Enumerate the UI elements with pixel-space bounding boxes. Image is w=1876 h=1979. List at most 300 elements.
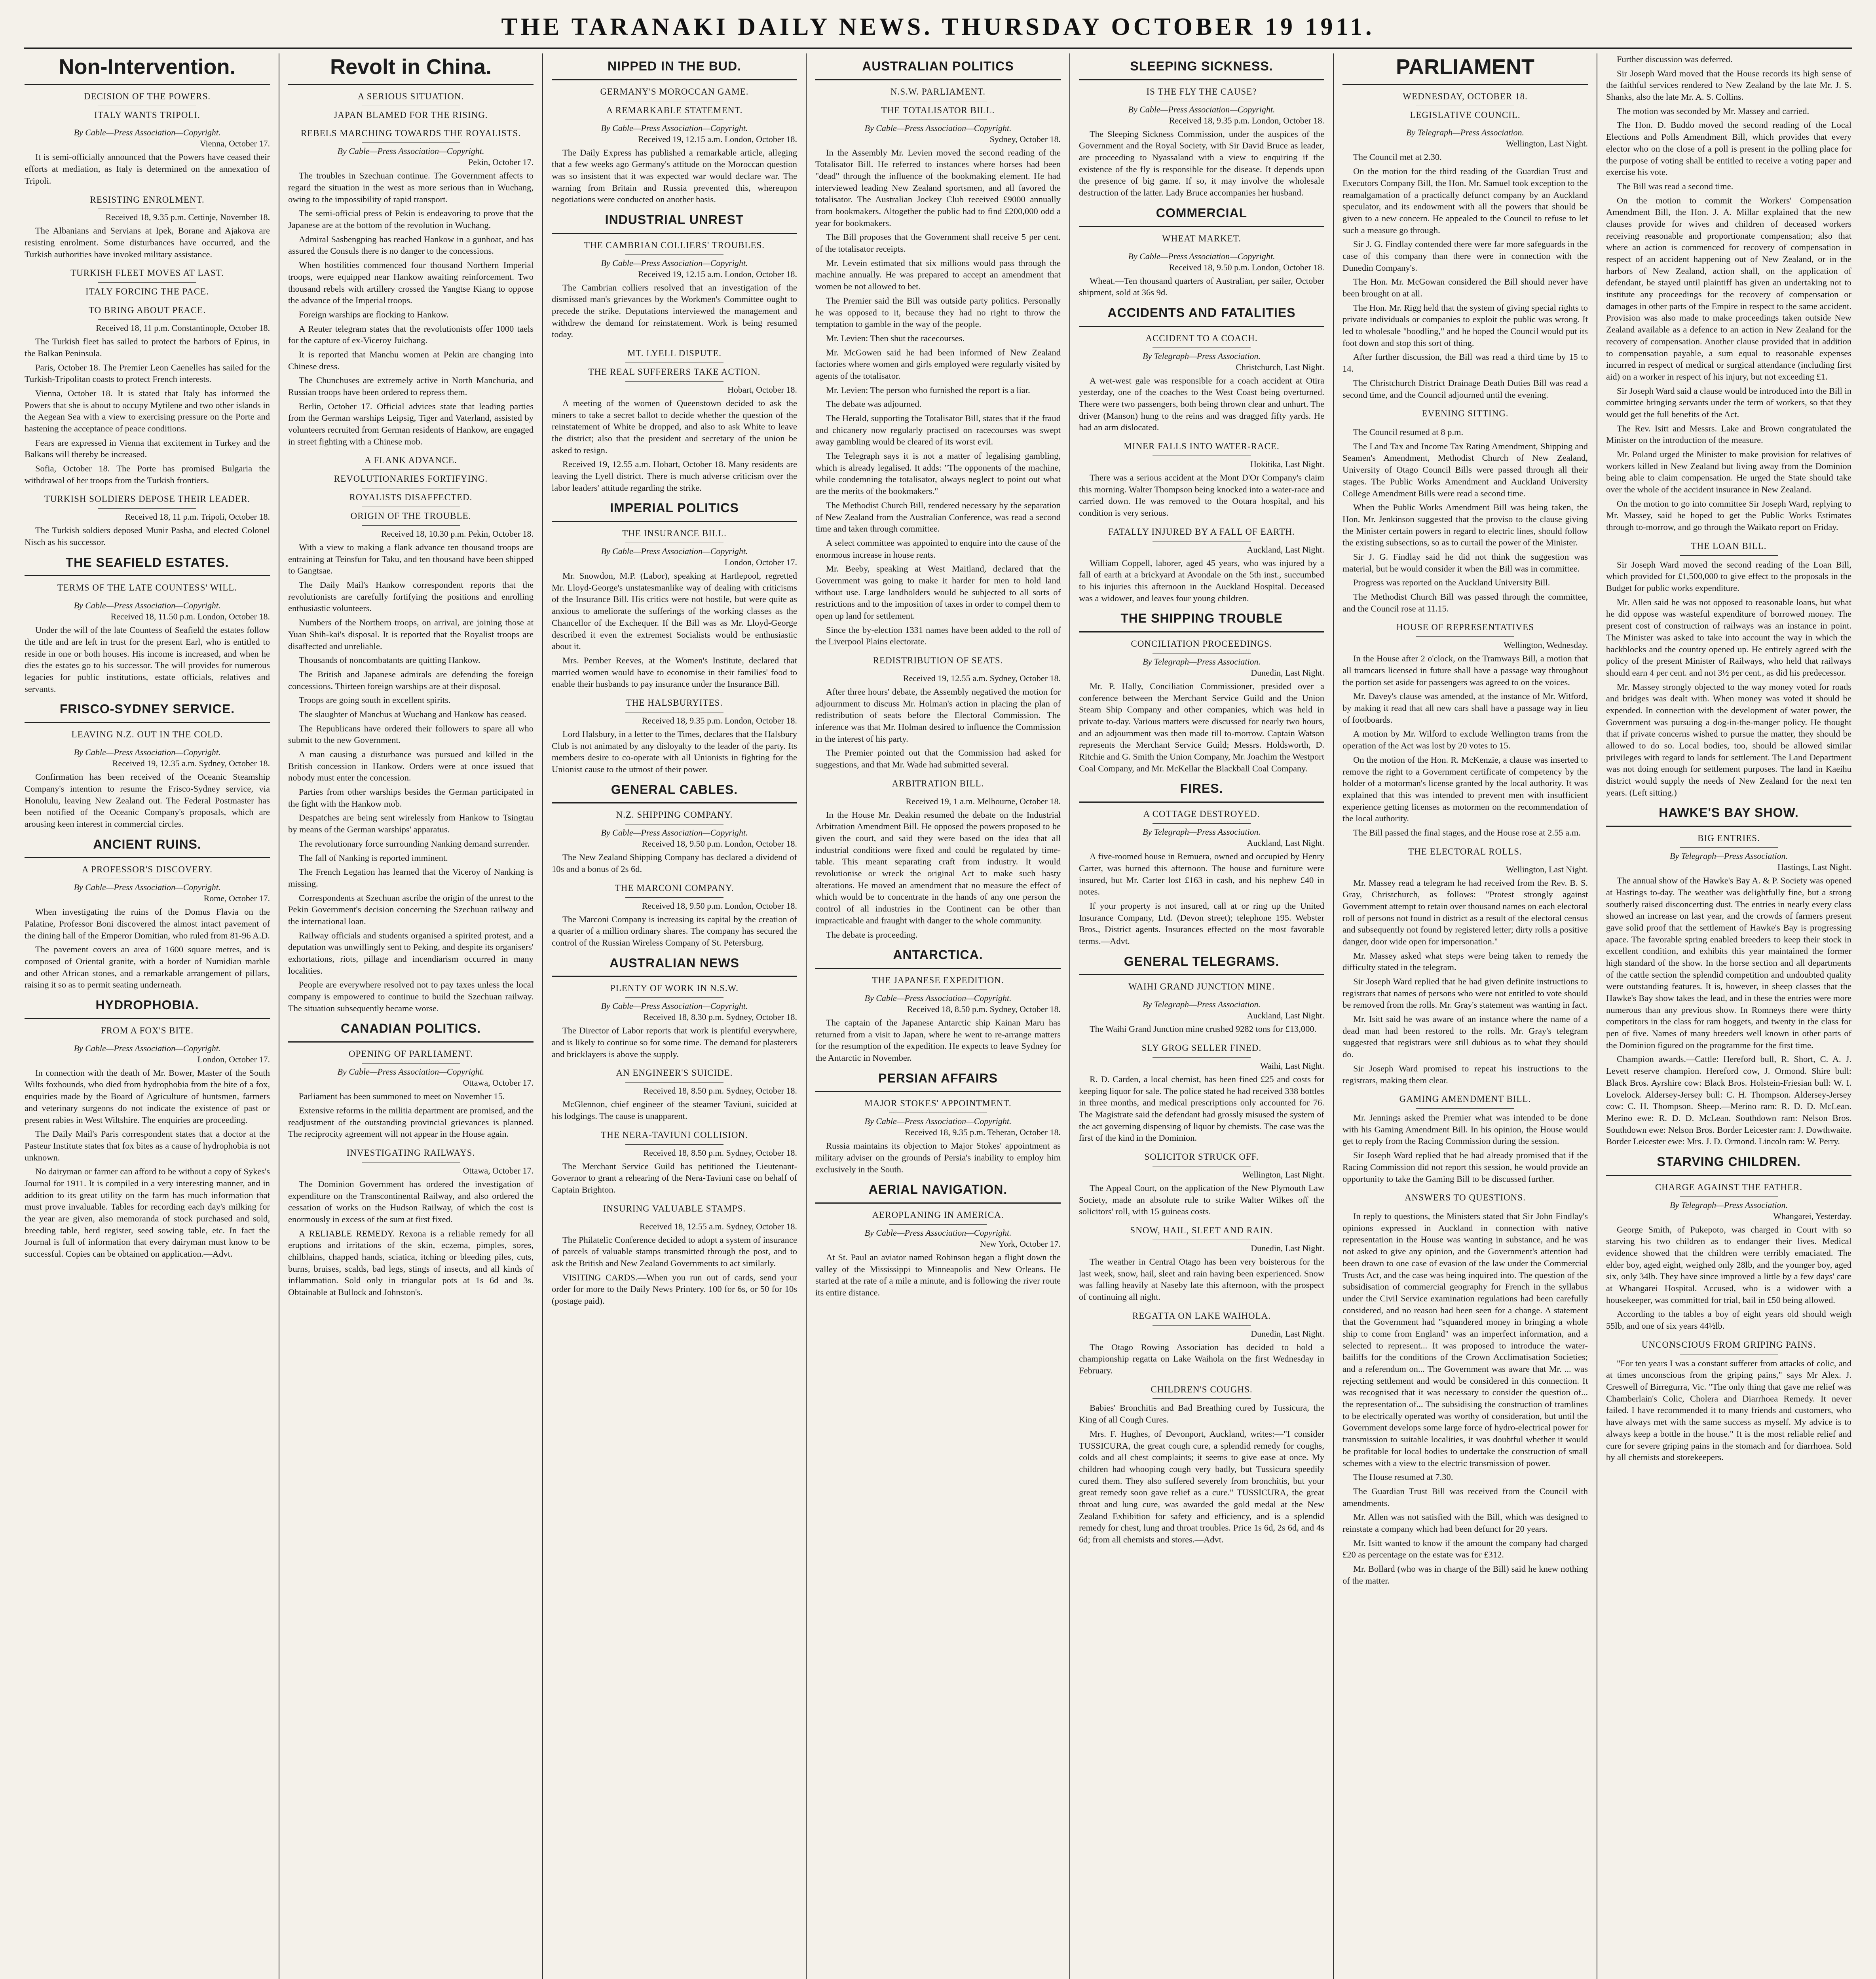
article-paragraph: The Methodist Church Bill, rendered necessary by the separation of New Zealand from the Australian Conference, was read a second time and taken through committee. — [815, 500, 1061, 534]
headline-rule — [552, 802, 797, 803]
headline-rule — [815, 1091, 1061, 1092]
article-dateline: Hobart, October 18. — [727, 384, 797, 395]
article-paragraph: Mr. Levien: Then shut the racecourses. — [826, 333, 965, 343]
article-subheading: THE JAPANESE EXPEDITION. — [872, 975, 1004, 986]
article-paragraph: The Chunchuses are extremely active in North Manchuria, and Russian troops have been ordered to repress them. — [288, 375, 534, 397]
subheading-rule — [362, 1063, 460, 1064]
article-paragraph: Sir Joseph Ward replied that he had given definite instructions to registrars that names of persons who were not entitled to vote should be removed from the rolls. Mr. Gray's statement was wanting in fact. — [1342, 976, 1588, 1010]
article-byline: By Telegraph—Press Association. — [1406, 127, 1525, 138]
article-dateline: London, October 17. — [197, 1054, 270, 1064]
article-paragraph: On the motion for the third reading of the Guardian Trust and Executors Company Bill, the Hon. Mr. Samuel took exception to the reamalgamation of a practically defunct company by an Auckland speculator, and its endowment with all the powers that should be given to a new concern. He appealed to the Council to refuse to let such a measure go through. — [1342, 166, 1588, 235]
article-dateline: Wellington, Last Night. — [1242, 1169, 1324, 1179]
article-paragraph: Sir J. G. Findlay said he did not think the suggestion was material, but he would consider it when the Bill was in committee. — [1342, 551, 1588, 574]
article — [1079, 1225, 1324, 1303]
article-subheading: CONCILIATION PROCEEDINGS. — [1131, 639, 1272, 649]
headline-rule — [552, 233, 797, 234]
article-paragraph: It is reported that Manchu women at Pekin are changing into Chinese dress. — [288, 349, 534, 371]
column-5 — [1070, 53, 1334, 1979]
article-headline: FRISCO-SYDNEY SERVICE. — [59, 702, 235, 716]
article-paragraph: The French Legation has learned that the Viceroy of Nanking is missing. — [288, 867, 534, 889]
article-paragraph: A RELIABLE REMEDY. Rexona is a reliable remedy for all eruptions and irritations of the skin, eczema, pimples, sores, chilblains, chapped hands, sciatica, itching or bleeding piles, cuts, burns, bruises, scalds, bad legs, stings of insects, and all kinds of inflammation. Sold only in triangular pots at 1s 6d and 3s. Obtainable at Bullock and Johnston's. — [288, 1228, 534, 1297]
article — [1079, 59, 1324, 199]
article-paragraph: Parliament has been summoned to meet on November 15. — [299, 1091, 505, 1102]
headline-rule — [25, 857, 270, 858]
column-3 — [543, 53, 807, 1979]
article-subheading: WAIHI GRAND JUNCTION MINE. — [1128, 982, 1275, 992]
article-dateline: Received 18, 10.30 p.m. Pekin, October 18. — [381, 529, 534, 539]
article-headline: HYDROPHOBIA. — [95, 998, 199, 1012]
article-paragraph: The Albanians and Servians at Ipek, Borane and Ajakova are resisting enrolment. Some disturbances have occurred, and the Turkish authorities have invoked military assistance. — [25, 226, 270, 259]
article-paragraph: The Hon. Mr. McGowan considered the Bill should never have been brought on at all. — [1342, 277, 1588, 299]
article-paragraph: The debate is proceeding. — [826, 929, 918, 940]
article-paragraph: Mr. Beeby, speaking at West Maitland, declared that the Government was going to make it harder for men to hold land without use. Large landholders would be subjected to all sorts of restrictions and to the imposition of taxes in order to compel them to open up land for settlement. — [815, 564, 1061, 621]
column-2 — [279, 53, 543, 1979]
article-dateline: Received 19, 12.55 a.m. Sydney, October 18. — [903, 673, 1061, 683]
article-paragraph: Mr. Isitt wanted to know if the amount the company had charged £20 as percentage on the estate was for £312. — [1342, 1538, 1588, 1560]
article-paragraph: Received 19, 12.55 a.m. Hobart, October 18. Many residents are leaving the Lyell district. There is much adverse criticism over the labor leaders' attitude regarding the strike. — [552, 459, 797, 493]
article-paragraph: If your property is not insured, call at or ring up the United Insurance Company, Ltd. (Devon street); telephone 195. Webster Bros., District agents. Insurances effected on the most favorable terms.—Advt. — [1079, 900, 1324, 946]
article-paragraph: Mr. Massey read a telegram he had received from the Rev. B. S. Gray, Christchurch, as follows: "Protest strongly against Government attempt to retain over thousand names on each electoral roll of persons not found in district as a result of the electoral census and subsequently not found by registered letter; dirty rolls a positive danger, door wide open for impersonation." — [1342, 877, 1588, 946]
article-byline: By Telegraph—Press Association. — [1142, 656, 1261, 667]
article-headline: AUSTRALIAN POLITICS — [862, 59, 1014, 73]
article — [25, 493, 270, 548]
article-subheading: THE MARCONI COMPANY. — [615, 883, 734, 893]
article-headline: PARLIAMENT — [1396, 55, 1534, 79]
article-dateline: London, October 17. — [724, 557, 797, 568]
article — [1342, 408, 1588, 614]
article-subheading: THE TOTALISATOR BILL. — [881, 105, 995, 115]
article-subheading: FROM A FOX'S BITE. — [101, 1025, 194, 1035]
article-dateline: Received 18, 9.50 p.m. London, October 18. — [642, 839, 797, 849]
article-paragraph: The Daily Mail's Paris correspondent states that a doctor at the Pasteur Institute states that fox bites as a cause of hydrophobia is not unknown. — [25, 1129, 270, 1162]
headline-rule — [1079, 801, 1324, 803]
article-dateline: Wellington, Wednesday. — [1504, 640, 1588, 650]
article-subheading: MINER FALLS INTO WATER-RACE. — [1124, 441, 1280, 451]
article-subheading: SNOW, HAIL, SLEET AND RAIN. — [1130, 1225, 1273, 1235]
article — [552, 882, 797, 949]
article-paragraph: Mr. Bollard (who was in charge of the Bill) said he knew nothing of the matter. — [1342, 1564, 1588, 1586]
article-subheading: REVOLUTIONARIES FORTIFYING. — [334, 474, 488, 484]
headline-rule — [1606, 1175, 1851, 1176]
article-subheading: ITALY FORCING THE PACE. — [85, 287, 209, 297]
article-paragraph: The Hon. D. Buddo moved the second reading of the Local Elections and Polls Amendment Bill, which provides that every elector who on the close of a poll is present in the polling place for the purpose of voting shall be entitled to receive a voting paper and exercise his vote. — [1606, 120, 1851, 177]
article-paragraph: The Herald, supporting the Totalisator Bill, states that if the fraud and chicanery now regularly practised on racecourses was swept away gambling would be cleared of its worst evil. — [815, 413, 1061, 447]
article — [552, 1203, 797, 1307]
article-subheading: N.S.W. PARLIAMENT. — [890, 86, 986, 97]
article-subheading: THE REAL SUFFERERS TAKE ACTION. — [588, 367, 761, 377]
article-paragraph: Mr. Massey strongly objected to the way money voted for roads and bridges was dealt with. When money was voted it should be expended. In connection with the development of water power, the Government was pursuing a dog-in-the-manger policy. He thought that if private concerns wished to pursue the matter, they should be allowed to do so. Local bodies, too, should be allowed similar privileges with regard to lands for settlement. The Land Department was not doing enough for settlement purposes. The land in Kaeihu district would supply the needs of New Zealand for the next ten years. (Left sitting.) — [1606, 682, 1851, 798]
article-subheading: CHILDREN'S COUGHS. — [1151, 1384, 1253, 1394]
article-byline: By Cable—Press Association—Copyright. — [74, 747, 221, 758]
article-dateline: Received 18, 11.50 p.m. London, October 18. — [110, 612, 270, 622]
article-headline: Non-Intervention. — [59, 55, 236, 79]
article-subheading: A PROFESSOR'S DISCOVERY. — [82, 864, 213, 875]
article-dateline: Dunedin, Last Night. — [1251, 1328, 1324, 1339]
article-paragraph: On the motion to go into committee Sir Joseph Ward, replying to Mr. Massey, said he hoped to get the Public Works Estimates through to-morrow, and go through the Waikato report on Friday. — [1606, 498, 1851, 532]
article-headline: ANCIENT RUINS. — [93, 837, 201, 851]
article-subheading: INVESTIGATING RAILWAYS. — [346, 1147, 475, 1158]
article — [1079, 441, 1324, 519]
article-paragraph: No dairyman or farmer can afford to be without a copy of Sykes's Journal for 1911. It is compiled in a very interesting manner, and in addition to its great utility on the farm has much information that must prove invaluable. Tables for recording each day's milking for the year are given, also memoranda of stock purchased and sold, breeding table, herd register, seed sowing table, etc. In fact the Journal is full of information that every dairyman must know to be successful. Copies can be obtained on application.—Advt. — [25, 1166, 270, 1259]
article — [815, 948, 1061, 1064]
article-paragraph: The Premier pointed out that the Commission had asked for suggestions, and that Mr. Wade had submitted several. — [815, 748, 1061, 770]
masthead-title: THE TARANAKI DAILY NEWS. THURSDAY OCTOBER 19 1911. — [501, 13, 1375, 40]
article-paragraph: The Turkish soldiers deposed Munir Pasha, and elected Colonel Nisch as his successor. — [25, 525, 270, 547]
article-headline: AUSTRALIAN NEWS — [610, 955, 739, 970]
article-paragraph: Mr. Davey's clause was amended, at the instance of Mr. Witford, by making it read that all new cars shall have a passage way in lieu of footboards. — [1342, 691, 1588, 725]
article-dateline: Christchurch, Last Night. — [1236, 362, 1324, 372]
article-paragraph: Mr. Allen said he was not opposed to reasonable loans, but what he did oppose was wasteful expenditure of borrowed money. The present cost of construction of railways was an instance in point. The Minister was asked to take into account the way in which the backblocks and the country opened up. He entirely agreed with the policy of the present Minister of Railways, who held that railways should earn 4 per cent. and not 3½ per cent., as did his predecessor. — [1606, 597, 1851, 678]
article-byline: By Telegraph—Press Association. — [1142, 827, 1261, 837]
article-paragraph: Since the by-election 1331 names have been added to the roll of the Liverpool Plains electorate. — [815, 625, 1061, 647]
article-headline: THE SHIPPING TROUBLE — [1120, 611, 1283, 626]
article-paragraph: In reply to questions, the Ministers stated that Sir John Findlay's opinions expressed in Auckland in connection with native representation in the House was wanting in substance, and he was not asked to give any opinion, and the Government's attention had been drawn to one case of evasion of the law under the Commercial Trusts Act, and the case was being inquired into. The question of the subsidisation of commercial geography for French in the syllabus under the Civil Service examination regulations had been carefully considered, and no reason had been seen for a change. A statement that the Government had "squandered money in bringing a whole ship to come from England" was an imperfect information, and a selected to represent... It was proposed to introduce the water-bailiffs for the conditions of the Crown Acclimatisation Societies; and a referendum on... The Government was aware that Mr. ... was rejecting settlement and would be considered in this connection. It was recognised that it was necessary to consider the question of... the representation of... The subsidising the construction of tramlines to be electrically operated was worthy of consideration, but until the Government develops some large force of hydro-electrical power for transmission to suitable localities, it was doubtful whether it would be profitable for local bodies to undertake the construction of small schemes with a view to the electric transmission of power. — [1342, 1211, 1588, 1468]
article — [1342, 1192, 1588, 1586]
article-subheading: TURKISH SOLDIERS DEPOSE THEIR LEADER. — [44, 494, 251, 504]
article-subheading: AEROPLANING IN AMERICA. — [872, 1210, 1004, 1220]
article — [1606, 53, 1851, 533]
article-paragraph: The Daily Express has published a remarkable article, alleging that a few weeks ago Germany's attitude on the Moroccan question was so insistent that it was expected war would declare war. The warning from Britain and Russia prevented this, whereupon negotiations were conducted on another basis. — [552, 147, 797, 205]
article-dateline: Wellington, Last Night. — [1506, 864, 1588, 874]
article — [552, 1129, 797, 1196]
article-subheading: THE CAMBRIAN COLLIERS' TROUBLES. — [584, 240, 765, 250]
article-subheading: RESISTING ENROLMENT. — [90, 194, 205, 205]
article-subheading: SOLICITOR STRUCK OFF. — [1144, 1152, 1259, 1162]
article-paragraph: The revolutionary force surrounding Nanking demand surrender. — [299, 838, 530, 849]
article-dateline: Dunedin, Last Night. — [1251, 1243, 1324, 1253]
article-subheading: TERMS OF THE LATE COUNTESS' WILL. — [57, 583, 237, 593]
article-paragraph: The Bill passed the final stages, and the House rose at 2.55 a.m. — [1353, 827, 1581, 838]
article-paragraph: In connection with the death of Mr. Bower, Master of the South Wilts foxhounds, who died from hydrophobia from the bite of a fox, enquiries made by the Board of Agriculture of huntsmen, farmers and veterinary surgeons do not indicate the existence of past or present rabies in West Wiltshire. The enquiries are proceeding. — [25, 1067, 270, 1125]
article-paragraph: Mr. P. Hally, Conciliation Commissioner, presided over a conference between the Merchant Service Guild and the Union Steam Ship Company and other companies, which was held in private to-day. Various matters were discussed for nearly two hours, and an adjournment was then made till to-morrow. Captain Watson represents the Merchant Service Guild; Messrs. Holdsworth, D. Ritchie and G. Smith the Union Company, Mr. Joachim the Westport Coal Company, and Mr. McKellar the Blackball Coal Company. — [1079, 681, 1324, 773]
article-dateline: Hokitika, Last Night. — [1250, 459, 1324, 469]
article-paragraph: The Marconi Company is increasing its capital by the creation of a quarter of a million ordinary shares. The company has secured the control of the Russian Wireless Company of St. Petersburg. — [552, 914, 797, 948]
article-dateline: Sydney, October 18. — [989, 134, 1061, 144]
article-paragraph: After further discussion, the Bill was read a third time by 15 to 14. — [1342, 352, 1588, 374]
article-paragraph: A Reuter telegram states that the revolutionists offer 1000 taels for the capture of ex-Viceroy Juichang. — [288, 323, 534, 346]
article — [552, 782, 797, 875]
article-headline: FIRES. — [1180, 781, 1223, 796]
subheading-rule — [98, 282, 196, 283]
article — [25, 555, 270, 695]
article — [1606, 1155, 1851, 1332]
article-subheading: REDISTRIBUTION OF SEATS. — [873, 655, 1003, 666]
article-paragraph: In the House after 2 o'clock, on the Tramways Bill, a motion that all tramcars licensed in future shall have a passage way throughout the portion set aside for passengers was agreed to on the voices. — [1342, 653, 1588, 687]
article-paragraph: Mr. Isitt said he was aware of an instance where the name of a dead man had been restored to the rolls. Mr. Gray's telegram suggested that registrars were still dubious as to what they should do. — [1342, 1014, 1588, 1060]
article — [1079, 1151, 1324, 1217]
headline-rule — [1079, 631, 1324, 632]
article — [1079, 1310, 1324, 1377]
article-dateline: Dunedin, Last Night. — [1251, 667, 1324, 678]
article-subheading: THE LOAN BILL. — [1691, 541, 1767, 551]
article-paragraph: Sir Joseph Ward promised to repeat his instructions to the registrars, making them clear. — [1342, 1063, 1588, 1085]
article-paragraph: The Premier said the Bill was outside party politics. Personally he was opposed to it, because they had no right to throw the temptation to gamble in the way of the people. — [815, 295, 1061, 329]
article-paragraph: Further discussion was deferred. — [1617, 54, 1733, 64]
article-paragraph: Progress was reported on the Auckland University Bill. — [1353, 577, 1550, 588]
article-subheading: LEGISLATIVE COUNCIL. — [1410, 110, 1521, 120]
article-subheading: PLENTY OF WORK IN N.S.W. — [610, 983, 739, 993]
article-paragraph: In the Assembly Mr. Levien moved the second reading of the Totalisator Bill. He referred to instances where horses had been "dead" through the influence of the bookmaking element. He had interviewed leading New Zealand sportsmen, and all favored the totalisator. The Australian Jockey Club received £9000 annually from bookmakers. Altogether the public had to find £200,000 odd a year for bookmakers. — [815, 147, 1061, 228]
article — [1079, 954, 1324, 1035]
article — [815, 655, 1061, 771]
article-paragraph: R. D. Carden, a local chemist, has been fined £25 and costs for keeping liquor for sale. The police stated he had received 338 bottles in three months, and medical prescriptions only accounted for 76. The Magistrate said the defendant had grossly misused the system of the act governing dispensing of liquor by chemists. The case was the first of the kind in the Dominion. — [1079, 1074, 1324, 1143]
subheading-rule — [1153, 823, 1251, 824]
article — [815, 1071, 1061, 1176]
article-paragraph: The Cambrian colliers resolved that an investigation of the dismissed man's grievances by the Workmen's Committee ought to precede the strike. Deputations interviewed the management and withdrew the demand for reinstatement. Work is being resumed today. — [552, 282, 797, 340]
article-dateline: Received 19, 12.35 a.m. Sydney, October 18. — [112, 758, 270, 769]
article-paragraph: The Director of Labor reports that work is plentiful everywhere, and is likely to continue so for some time. The demand for plasterers and bricklayers is above the supply. — [552, 1026, 797, 1059]
article-dateline: Ottawa, October 17. — [463, 1165, 534, 1176]
article-paragraph: The Council met at 2.30. — [1353, 152, 1442, 162]
article — [288, 1147, 534, 1298]
article-paragraph: It is semi-officially announced that the Powers have ceased their efforts at mediation, as Italy is determined on the annexation of Tripoli. — [25, 152, 270, 186]
subheading-rule — [362, 525, 460, 526]
article-byline: By Cable—Press Association—Copyright. — [864, 1116, 1012, 1126]
article-subheading: THE NERA-TAVIUNI COLLISION. — [601, 1130, 748, 1140]
article-subheading: THE INSURANCE BILL. — [622, 528, 727, 539]
headline-rule — [1342, 84, 1588, 85]
article-subheading: ITALY WANTS TRIPOLI. — [94, 110, 200, 120]
article-dateline: Received 18, 9.35 p.m. Cettinje, November 18. — [105, 212, 270, 222]
article-byline: By Cable—Press Association—Copyright. — [601, 546, 748, 556]
article-subheading: THE ELECTORAL ROLLS. — [1408, 846, 1522, 857]
article-paragraph: There was a serious accident at the Mont D'Or Company's claim this morning. Walter Thompson being knocked into a water-race and carried down. He was removed to the Ootara hospital, and his condition is very serious. — [1079, 472, 1324, 518]
article-paragraph: Mr. McGowen said he had been informed of New Zealand factories where women and girls employed were regularly visited by agents of the totalisator. — [815, 347, 1061, 381]
article-paragraph: "For ten years I was a constant sufferer from attacks of colic, and at times unconscious from the griping pains," says Mr Alex. J. Creswell of Birregurra, Vic. "The only thing that gave me relief was Chamberlain's Colic, Cholera and Diarrhoea Remedy. It never failed. I have recommended it to many friends and customers, who have always met with the same success as myself. My advice is to always keep a bottle in the house." It is the most reliable relief and cure for severe griping pains in the stomach and for diarrhoea. Sold by all chemists and storekeepers. — [1606, 1358, 1851, 1462]
article-byline: By Cable—Press Association—Copyright. — [1128, 104, 1275, 114]
headline-rule — [25, 575, 270, 576]
article-paragraph: Russia maintains its objection to Major Stokes' appointment as military adviser on the grounds of Persia's inability to employ him exclusively in the South. — [815, 1141, 1061, 1174]
article-dateline: Received 19, 12.15 a.m. London, October 18. — [638, 269, 797, 279]
article-subheading: MT. LYELL DISPUTE. — [627, 348, 722, 359]
article-paragraph: Sir Joseph Ward said a clause would be introduced into the Bill in committee bringing servants under the term of workers, so that they would get the full benefits of the Act. — [1606, 386, 1851, 419]
article — [552, 697, 797, 775]
article-paragraph: A meeting of the women of Queenstown decided to ask the miners to take a secret ballot to decide whether the question of the reinstatement of White be dropped, and also to ask White to leave the district; also that the president and secretary of the union be asked to resign. — [552, 398, 797, 455]
article-paragraph: Mr. Allen was not satisfied with the Bill, which was designed to reinstate a company which had been defunct for 20 years. — [1342, 1512, 1588, 1534]
article-dateline: Received 18, 8.50 p.m. Sydney, October 18. — [907, 1004, 1061, 1014]
article-subheading: TURKISH FLEET MOVES AT LAST. — [70, 268, 224, 278]
article-dateline: Received 19, 1 a.m. Melbourne, October 18. — [906, 796, 1061, 806]
article-subheading: DECISION OF THE POWERS. — [84, 91, 211, 101]
article — [1342, 846, 1588, 1086]
article-paragraph: When investigating the ruins of the Domus Flavia on the Palatine, Professor Boni discovered the almost intact pavement of the dining hall of the Emperor Domitian, who ruled from 81-96 A.D. — [25, 907, 270, 940]
article-dateline: Whangarei, Yesterday. — [1773, 1211, 1851, 1221]
article-subheading: A COTTAGE DESTROYED. — [1143, 809, 1260, 819]
headline-rule — [1079, 226, 1324, 227]
article-paragraph: Numbers of the Northern troops, on arrival, are joining those at Yuan Shih-kai's disposal. It is reported that the Royalist troops are disaffected and unreliable. — [288, 617, 534, 651]
headline-rule — [815, 968, 1061, 969]
headline-rule — [1079, 79, 1324, 80]
article-subheading: N.Z. SHIPPING COMPANY. — [616, 810, 733, 820]
article-paragraph: Confirmation has been received of the Oceanic Steamship Company's intention to resume the Frisco-Sydney service, via Honolulu, leaving New Zealand out. The Federal Postmaster has been notified of the Oceanic Company's proposals, which are arousing keen interest in commercial circles. — [25, 772, 270, 829]
subheading-rule — [1416, 1108, 1514, 1109]
subheading-rule — [1416, 636, 1514, 637]
article-paragraph: Mr. Snowdon, M.P. (Labor), speaking at Hartlepool, regretted Mr. Lloyd-George's unstatesmanlike way of dealing with criticisms of the Insurance Bill. His critics were not hostile, but were quite as anxious to ameliorate the sufferings of the working classes as the Chancellor of the Exchequer. If the Bill was as Mr. Lloyd-George described it even the extremest Socialists would be enthusiastic about it. — [552, 571, 797, 651]
article — [1079, 781, 1324, 947]
article-dateline: Received 18, 12.55 a.m. Sydney, October 18. — [639, 1221, 797, 1231]
article-paragraph: The Guardian Trust Bill was received from the Council with amendments. — [1342, 1486, 1588, 1508]
article-paragraph: The troubles in Szechuan continue. The Government affects to regard the situation in the west as more serious than in Wuchang, owing to the impossibility of rapid transport. — [288, 171, 534, 204]
article-paragraph: Admiral Sasbengping has reached Hankow in a gunboat, and has assured the Consuls there is no danger to the concessions. — [288, 234, 534, 256]
article-paragraph: Thousands of noncombatants are quitting Hankow. — [299, 655, 480, 665]
article-paragraph: Wheat.—Ten thousand quarters of Australian, per sailer, October shipment, sold at 36s 9d. — [1079, 275, 1324, 298]
article-paragraph: Babies' Bronchitis and Bad Breathing cured by Tussicura, the King of all Cough Cures. — [1079, 1403, 1324, 1425]
article-paragraph: Mr. Massey asked what steps were being taken to remedy the difficulty stated in the telegram. — [1342, 950, 1588, 972]
article-subheading: OPENING OF PARLIAMENT. — [349, 1049, 473, 1059]
headline-rule — [552, 79, 797, 80]
article-paragraph: The Appeal Court, on the application of the New Plymouth Law Society, made an absolute rule to strike Walter Wilkes off the solicitors' roll, with 15 guineas costs. — [1079, 1183, 1324, 1217]
subheading-rule — [625, 381, 723, 382]
article-subheading: GAMING AMENDMENT BILL. — [1399, 1094, 1531, 1104]
columns-container — [16, 53, 1860, 1979]
article — [1079, 306, 1324, 433]
article-paragraph: The British and Japanese admirals are defending the foreign concessions. Thirteen foreign warships are at their disposal. — [288, 669, 534, 691]
article-paragraph: The Turkish fleet has sailed to protect the harbors of Epirus, in the Balkan Peninsula. — [25, 336, 270, 358]
article-paragraph: Sir Joseph Ward moved that the House records its high sense of the faithful services rendered to New Zealand by the late Mr. J. S. Shanks, also the late Mr. A. S. Collins. — [1606, 68, 1851, 102]
subheading-rule — [625, 1144, 723, 1145]
article-paragraph: Foreign warships are flocking to Hankow. — [299, 309, 449, 319]
article — [25, 837, 270, 991]
article-paragraph: A wet-west gale was responsible for a coach accident at Otira yesterday, one of the coaches to the West Coast being overturned. There were two passengers, both being thrown clear and unhurt. The driver (Manson) hung to the reins and was dragged fifty yards. He had an arm dislocated. — [1079, 375, 1324, 433]
article-dateline: Received 19, 12.15 a.m. London, October 18. — [638, 134, 797, 144]
masthead — [24, 7, 1852, 49]
article-subheading: TO BRING ABOUT PEACE. — [88, 305, 206, 315]
subheading-rule — [625, 1082, 723, 1083]
article-headline: PERSIAN AFFAIRS — [878, 1071, 998, 1085]
article-paragraph: Berlin, October 17. Official advices state that leading parties from the German warships Leipsig, Tiger and Vaterland, assisted by volunteers recruited from German residents of Hankow, are engaged in street fighting with a Chinese mob. — [288, 401, 534, 446]
headline-rule — [1079, 326, 1324, 327]
article — [552, 1067, 797, 1122]
article-byline: By Cable—Press Association—Copyright. — [864, 123, 1012, 133]
article-subheading: AN ENGINEER'S SUICIDE. — [616, 1068, 733, 1078]
article-paragraph: The Christchurch District Drainage Death Duties Bill was read a second time, and the Council adjourned until the evening. — [1342, 378, 1588, 400]
article-paragraph: The Hon. Mr. Rigg held that the system of giving special rights to private individuals or companies to exploit the public was wrong. It led to wholesale "boodling," and he hoped the Council would put its foot down and stop this sort of thing. — [1342, 302, 1588, 348]
article-paragraph: A five-roomed house in Remuera, owned and occupied by Henry Carter, was burned this afternoon. The house and furniture were insured, but Mr. Carter lost £163 in cash, and his nephew £40 in notes. — [1079, 851, 1324, 897]
column-1 — [16, 53, 279, 1979]
article-headline: GENERAL CABLES. — [611, 782, 738, 797]
article-paragraph: At St. Paul an aviator named Robinson began a flight down the valley of the Mississippi to Minneapolis and New Orleans. He started at the rate of a mile a minute, and is following the river route its entire distance. — [815, 1252, 1061, 1298]
article-paragraph: The Merchant Service Guild has petitioned the Lieutenant-Governor to grant a rehearing of the Nera-Taviuni case on behalf of Captain Brighton. — [552, 1161, 797, 1195]
article-paragraph: Correspondents at Szechuan ascribe the origin of the unrest to the Pekin Government's decision concerning the Szechuan railway and the international loan. — [288, 893, 534, 926]
article-paragraph: Parties from other warships besides the German participated in the fight with the Hankow mob. — [288, 787, 534, 809]
article-dateline: Vienna, October 17. — [199, 139, 270, 149]
article — [25, 194, 270, 260]
article-dateline: Ottawa, October 17. — [463, 1078, 534, 1088]
article-paragraph: William Coppell, laborer, aged 45 years, who was injured by a fall of earth at a brickyard at Avondale on the 5th inst., succumbed to his injuries this afternoon in the Auckland Hospital. Deceased was a widower, and leaves four young children. — [1079, 558, 1324, 603]
article — [25, 702, 270, 830]
article-paragraph: The Waihi Grand Junction mine crushed 9282 tons for £13,000. — [1090, 1024, 1317, 1034]
article-paragraph: The Dominion Government has ordered the investigation of expenditure on the Transcontinental Railway, and also ordered the cessation of works on the Hudson Railway, of which the cost is enormously in excess of the sum at first fixed. — [288, 1179, 534, 1224]
article-subheading: CHARGE AGAINST THE FATHER. — [1655, 1182, 1803, 1192]
article-paragraph: The semi-official press of Pekin is endeavoring to prove that the Japanese are at the bottom of the revolution in Wuchang. — [288, 208, 534, 230]
article-dateline: Received 18, 11 p.m. Tripoli, October 18. — [125, 512, 270, 522]
article-dateline: Rome, October 17. — [203, 893, 270, 904]
article-subheading: REBELS MARCHING TOWARDS THE ROYALISTS. — [300, 128, 521, 139]
article-headline: GENERAL TELEGRAMS. — [1124, 954, 1280, 969]
article-headline: NIPPED IN THE BUD. — [607, 59, 742, 73]
article — [1342, 621, 1588, 838]
article — [1606, 805, 1851, 1147]
article-subheading: THE HALSBURYITES. — [626, 697, 723, 708]
article-paragraph: Sir Joseph Ward replied that he had already promised that if the Racing Commission did not report this session, he would provide an opportunity to take the Gaming Bill to be discussed further. — [1342, 1150, 1588, 1184]
article-subheading: ORIGIN OF THE TROUBLE. — [350, 511, 471, 521]
article-paragraph: Mr. Poland urged the Minister to make provision for relatives of workers killed in New Zealand but living away from the Dominion being able to claim compensation. He urged the State should take over the whole of the accident insurance in New Zealand. — [1606, 449, 1851, 495]
article — [25, 998, 270, 1260]
article-paragraph: Despatches are being sent wirelessly from Hankow to Tsingtau by means of the German warships' apparatus. — [288, 813, 534, 835]
subheading-rule — [98, 319, 196, 320]
article-paragraph: Mrs. F. Hughes, of Devonport, Auckland, writes:—"I consider TUSSICURA, the great cough cure, a splendid remedy for coughs, colds and all chest complaints; it seems to give ease at once. My children had whooping cough very badly, but Tussicura speedily cured them. They also suffered severely from bronchitis, but your great remedy soon gave relief as a cure." TUSSICURA, the great throat and lung cure, was awarded the gold medal at the New Zealand Exhibition for safety and efficiency, and is a splendid remedy for chest, lung and throat troubles. Price 1s 6d, 2s 6d, and 4s 6d; from all chemists and stores.—Advt. — [1079, 1428, 1324, 1545]
article-paragraph: The weather in Central Otago has been very boisterous for the last week, snow, hail, sleet and rain having been experienced. Snow was falling heavily at Naseby late this afternoon, with the prospect of continuing all night. — [1079, 1256, 1324, 1302]
article — [552, 956, 797, 1060]
article-subheading: LEAVING N.Z. OUT IN THE COLD. — [71, 729, 223, 740]
headline-rule — [25, 1018, 270, 1019]
article — [288, 56, 534, 447]
article-headline: HAWKE'S BAY SHOW. — [1659, 805, 1799, 820]
article-paragraph: According to the tables a boy of eight years old should weigh 55lb, and one of six years 44½lb. — [1606, 1309, 1851, 1331]
article-byline: By Cable—Press Association—Copyright. — [601, 828, 748, 838]
article-paragraph: After three hours' debate, the Assembly negatived the motion for adjournment to discuss Mr. Holman's action in placing the plan of redistribution of seats before the Electoral Commission. The inference was that Mr. Holman desired to influence the Commission in the interest of his party. — [815, 686, 1061, 744]
subheading-rule — [362, 469, 460, 470]
article-subheading: ANSWERS TO QUESTIONS. — [1405, 1193, 1526, 1203]
article-paragraph: Paris, October 18. The Premier Leon Caenelles has sailed for the Turkish-Tripolitan coasts to protect French interests. — [25, 362, 270, 384]
article-paragraph: A select committee was appointed to enquire into the cause of the enormous increase in house rents. — [815, 537, 1061, 560]
article-headline: ACCIDENTS AND FATALITIES — [1107, 305, 1296, 320]
article-subheading: GERMANY'S MOROCCAN GAME. — [600, 86, 749, 97]
article — [552, 348, 797, 494]
article-dateline: Received 18, 9.35 p.m. Teheran, October 18. — [905, 1127, 1061, 1138]
article — [552, 59, 797, 205]
article-byline: By Cable—Press Association—Copyright. — [1128, 251, 1275, 261]
article-subheading: JAPAN BLAMED FOR THE RISING. — [334, 110, 488, 120]
article-paragraph: Mr. Jennings asked the Premier what was intended to be done with his Gaming Amendment Bill. In his opinion, the House would get to reply from the Racing Commission during the session. — [1342, 1113, 1588, 1146]
article-subheading: ARBITRATION BILL. — [892, 778, 984, 788]
article — [1342, 56, 1588, 401]
subheading-rule — [625, 254, 723, 255]
article-paragraph: Troops are going south in excellent spirits. — [299, 695, 451, 705]
article-subheading: A FLANK ADVANCE. — [365, 455, 457, 465]
article-subheading: REGATTA ON LAKE WAIHOLA. — [1132, 1310, 1271, 1321]
article-dateline: Received 18, 8.50 p.m. Sydney, October 18. — [643, 1086, 797, 1096]
article — [815, 59, 1061, 648]
article-headline: AERIAL NAVIGATION. — [868, 1182, 1008, 1197]
article-byline: By Cable—Press Association—Copyright. — [864, 993, 1012, 1003]
article-dateline: Auckland, Last Night. — [1247, 838, 1324, 848]
article-byline: By Cable—Press Association—Copyright. — [601, 123, 748, 133]
article — [1079, 1042, 1324, 1144]
article-paragraph: McGlennon, chief engineer of the steamer Taviuni, suicided at his lodgings. The cause is unapparent. — [552, 1099, 797, 1121]
article — [288, 454, 534, 1014]
article-paragraph: The Otago Rowing Association has decided to hold a championship regatta on Lake Waihola on the first Wednesday in February. — [1079, 1342, 1324, 1375]
article-paragraph: Lord Halsbury, in a letter to the Times, declares that the Halsbury Club is not animated by any disloyalty to the leader of the party. Its members desire to co-operate with all Unionists in fighting for the Unionist cause to the utmost of their power. — [552, 729, 797, 774]
article-paragraph: The House resumed at 7.30. — [1353, 1472, 1453, 1482]
article-paragraph: People are everywhere resolved not to pay taxes unless the local company is empowered to continue to build the Szechuan railway. The situation subsequently became worse. — [288, 980, 534, 1013]
article-byline: By Cable—Press Association—Copyright. — [864, 1228, 1012, 1238]
article — [1079, 206, 1324, 298]
article-subheading: EVENING SITTING. — [1422, 408, 1509, 419]
article-paragraph: Sir Joseph Ward moved the second reading of the Loan Bill, which provided for £1,500,000 to give effect to the proposals in the Budget for public works expenditure. — [1606, 559, 1851, 593]
article-headline: ANTARCTICA. — [893, 948, 983, 962]
article — [552, 501, 797, 690]
headline-rule — [815, 1202, 1061, 1204]
article-byline: By Cable—Press Association—Copyright. — [601, 1001, 748, 1011]
article-subheading: FATALLY INJURED BY A FALL OF EARTH. — [1108, 526, 1295, 537]
headline-rule — [552, 976, 797, 977]
article-paragraph: The captain of the Japanese Antarctic ship Kainan Maru has returned from a visit to Japan, where he went to re-arrange matters for the resumption of the expedition. He expects to leave Sydney for the Antarctic in November. — [815, 1017, 1061, 1063]
headline-rule — [25, 84, 270, 85]
article-subheading: HOUSE OF REPRESENTATIVES — [1396, 622, 1534, 632]
column-7 — [1597, 53, 1860, 1979]
article-paragraph: The slaughter of Manchus at Wuchang and Hankow has ceased. — [299, 709, 526, 719]
